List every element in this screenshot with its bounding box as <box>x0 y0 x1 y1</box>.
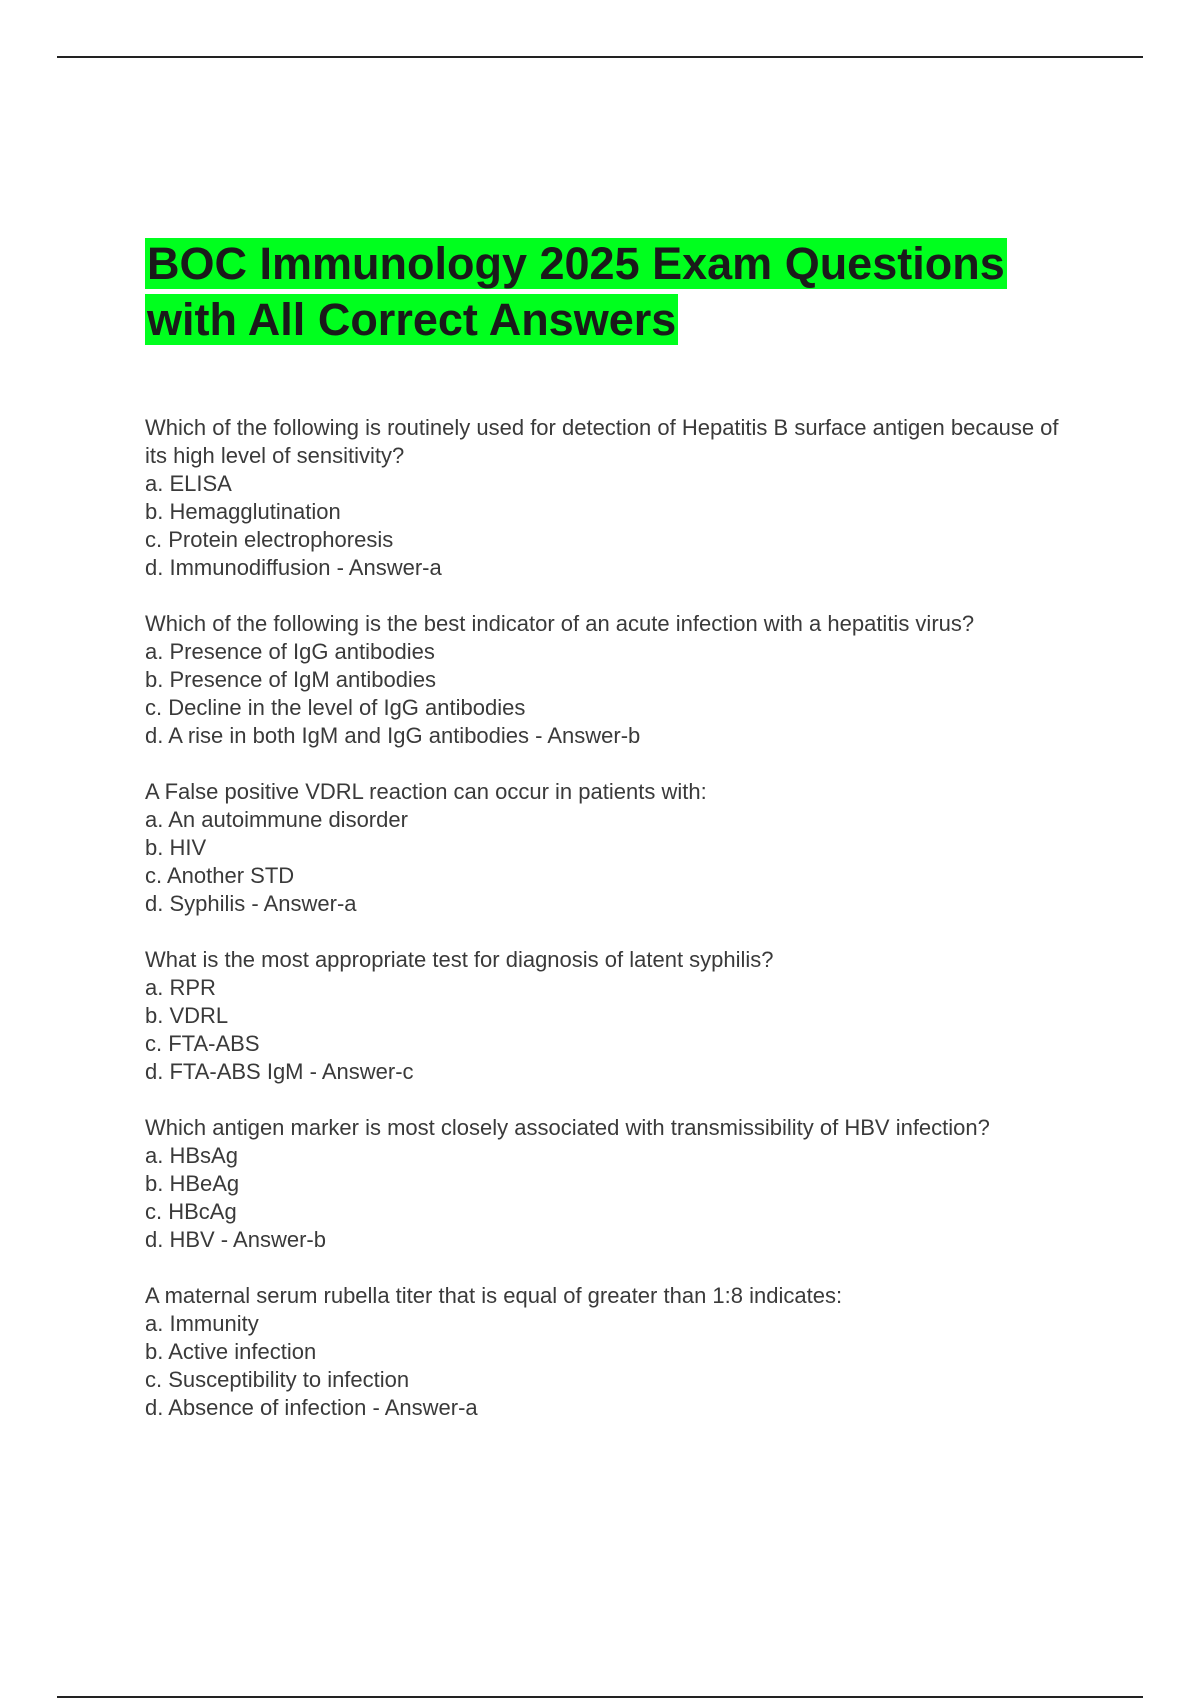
answer-option: b. Presence of IgM antibodies <box>145 667 437 692</box>
header-rule <box>57 56 1143 58</box>
answer-option-with-answer: d. FTA-ABS IgM - Answer-c <box>145 1059 414 1084</box>
question-block <box>145 414 1085 582</box>
question-block <box>145 778 1085 918</box>
answer-option-with-answer: d. Immunodiffusion - Answer-a <box>145 555 442 580</box>
question-list <box>145 414 1085 1422</box>
answer-option: c. Susceptibility to infection <box>145 1367 410 1392</box>
answer-option: b. Active infection <box>145 1339 317 1364</box>
answer-option: b. VDRL <box>145 1003 229 1028</box>
answer-option: c. Another STD <box>145 863 295 888</box>
answer-option: c. Decline in the level of IgG antibodies <box>145 695 526 720</box>
answer-option-with-answer: d. HBV - Answer-b <box>145 1227 326 1252</box>
question-prompt: What is the most appropriate test for diagnosis of latent syphilis? <box>145 947 774 972</box>
question-prompt: A False positive VDRL reaction can occur in patients with: <box>145 779 707 804</box>
title-line-1: BOC Immunology 2025 Exam Questions <box>147 238 1005 289</box>
answer-option: b. Hemagglutination <box>145 499 341 524</box>
question-prompt: A maternal serum rubella titer that is equal of greater than 1:8 indicates: <box>145 1283 843 1308</box>
question-prompt: Which antigen marker is most closely associated with transmissibility of HBV infection? <box>145 1115 990 1140</box>
title-line-2: with All Correct Answers <box>147 294 677 345</box>
question-prompt: Which of the following is the best indicator of an acute infection with a hepatitis virus? <box>145 611 975 636</box>
answer-option: b. HBeAg <box>145 1171 240 1196</box>
footer-rule <box>57 1696 1143 1698</box>
answer-option: a. Immunity <box>145 1311 259 1336</box>
document-body <box>145 236 1085 1450</box>
answer-option: b. HIV <box>145 835 207 860</box>
document-title <box>145 236 1085 348</box>
answer-option: c. FTA-ABS <box>145 1031 260 1056</box>
question-block <box>145 946 1085 1086</box>
question-block <box>145 1114 1085 1254</box>
answer-option: a. RPR <box>145 975 216 1000</box>
answer-option-with-answer: d. Absence of infection - Answer-a <box>145 1395 478 1420</box>
answer-option: a. ELISA <box>145 471 232 496</box>
question-block <box>145 610 1085 750</box>
answer-option-with-answer: d. Syphilis - Answer-a <box>145 891 357 916</box>
question-prompt: Which of the following is routinely used for detection of Hepatitis B surface antigen because of its high level of sensitivity? <box>145 415 1059 468</box>
question-block <box>145 1282 1085 1422</box>
answer-option: c. HBcAg <box>145 1199 237 1224</box>
answer-option: c. Protein electrophoresis <box>145 527 394 552</box>
answer-option: a. Presence of IgG antibodies <box>145 639 435 664</box>
answer-option: a. An autoimmune disorder <box>145 807 408 832</box>
answer-option-with-answer: d. A rise in both IgM and IgG antibodies - Answer-b <box>145 723 641 748</box>
answer-option: a. HBsAg <box>145 1143 238 1168</box>
